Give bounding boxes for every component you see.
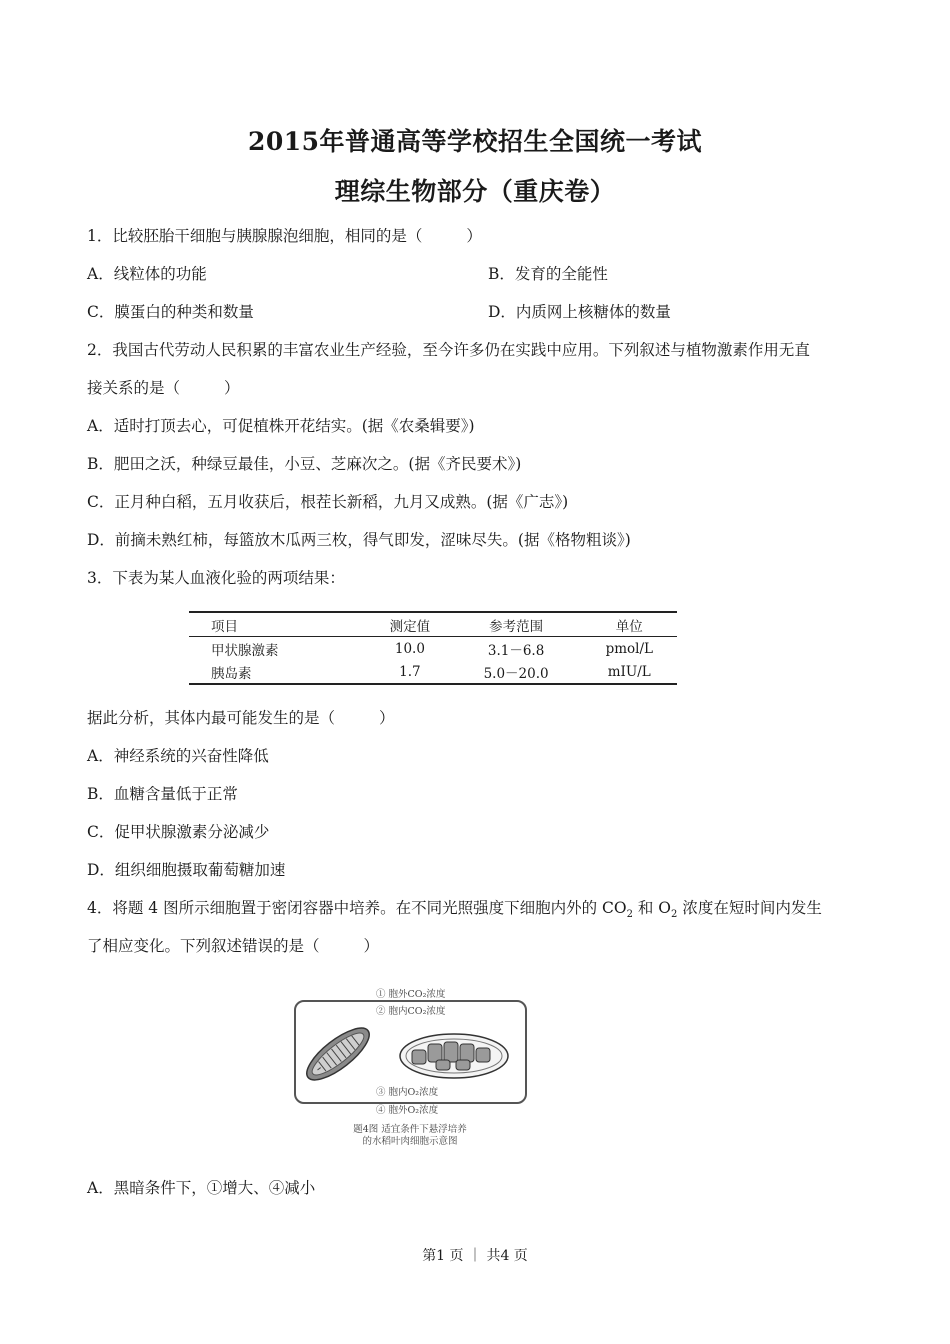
q3-option-d: D．组织细胞摄取葡萄糖加速 xyxy=(87,861,286,879)
q3-option-b: B．血糖含量低于正常 xyxy=(87,785,238,803)
q1-stem: 1．比较胚胎干细胞与胰腺腺泡细胞，相同的是（ ） xyxy=(87,227,482,245)
q1-option-c: C．膜蛋白的种类和数量 xyxy=(87,303,254,321)
exam-title: 2015年普通高等学校招生全国统一考试 xyxy=(247,127,703,156)
table-row xyxy=(189,637,677,661)
table-header: 单位 xyxy=(615,618,643,635)
q4-stem-line2: 了相应变化。下列叙述错误的是（ ） xyxy=(87,937,380,955)
figure-caption-line1: 题4图 适宜条件下悬浮培养 xyxy=(353,1124,467,1135)
q2-stem-line1: 2．我国古代劳动人民积累的丰富农业生产经验，至今许多仍在实践中应用。下列叙述与植物激素作用无直 xyxy=(87,341,810,359)
figure-label-1: ① 胞外CO₂浓度 xyxy=(376,989,446,1000)
q1-option-b: B．发育的全能性 xyxy=(488,265,608,283)
figure-label-3: ③ 胞内O₂浓度 xyxy=(376,1087,439,1098)
q2-option-c: C．正月种白稻，五月收获后，根茬长新稻，九月又成熟。(据《广志》) xyxy=(87,493,569,511)
q2-option-a: A．适时打顶去心，可促植株开花结实。(据《农桑辑要》) xyxy=(87,417,475,435)
figure-label-4: ④ 胞外O₂浓度 xyxy=(376,1105,439,1116)
table-cell: 5.0－20.0 xyxy=(483,665,549,682)
table-header: 测定值 xyxy=(389,618,431,635)
q2-stem-line2: 接关系的是（ ） xyxy=(87,379,240,397)
exam-subtitle: 理综生物部分（重庆卷） xyxy=(334,177,616,206)
q4-stem-line1: 4．将题 4 图所示细胞置于密闭容器中培养。在不同光照强度下细胞内外的 $CO_2$ 和 $O_2$ 浓度在短时间内发生 xyxy=(87,899,822,921)
table-header: 项目 xyxy=(211,618,238,635)
table-header-row xyxy=(189,612,677,637)
cell-figure xyxy=(294,978,526,1148)
table-cell: 1.7 xyxy=(399,663,421,680)
figure-label-2: ② 胞内CO₂浓度 xyxy=(376,1006,446,1017)
table-cell: 甲状腺激素 xyxy=(211,642,279,659)
table-row xyxy=(189,660,677,684)
table-header: 参考范围 xyxy=(489,618,544,635)
q3-stem: 3．下表为某人血液化验的两项结果： xyxy=(87,569,345,587)
blood-test-table xyxy=(189,611,677,685)
q2-option-d: D．前摘未熟红柿，每篮放木瓜两三枚，得气即发，涩味尽失。(据《格物粗谈》) xyxy=(87,531,631,549)
figure-caption-line2: 的水稻叶肉细胞示意图 xyxy=(362,1136,458,1147)
q3-option-a: A．神经系统的兴奋性降低 xyxy=(87,747,269,765)
q3-stem2: 据此分析，其体内最可能发生的是（ ） xyxy=(87,709,395,727)
table-cell: 10.0 xyxy=(394,640,425,657)
q1-option-a: A．线粒体的功能 xyxy=(87,265,207,283)
table-cell: pmol/L xyxy=(605,640,653,657)
table-cell: 胰岛素 xyxy=(211,665,252,682)
q3-option-c: C．促甲状腺激素分泌减少 xyxy=(87,823,270,841)
page-footer: 第1 页 ｜ 共4 页 xyxy=(422,1248,528,1264)
q2-option-b: B．肥田之沃，种绿豆最佳，小豆、芝麻次之。(据《齐民要术》) xyxy=(87,455,522,473)
q1-option-d: D．内质网上核糖体的数量 xyxy=(488,303,671,321)
table-cell: mIU/L xyxy=(607,663,651,680)
table-cell: 3.1－6.8 xyxy=(487,642,545,659)
organelle-illustration xyxy=(298,1022,520,1084)
q4-option-a: A．黑暗条件下，①增大、④减小 xyxy=(87,1179,316,1197)
